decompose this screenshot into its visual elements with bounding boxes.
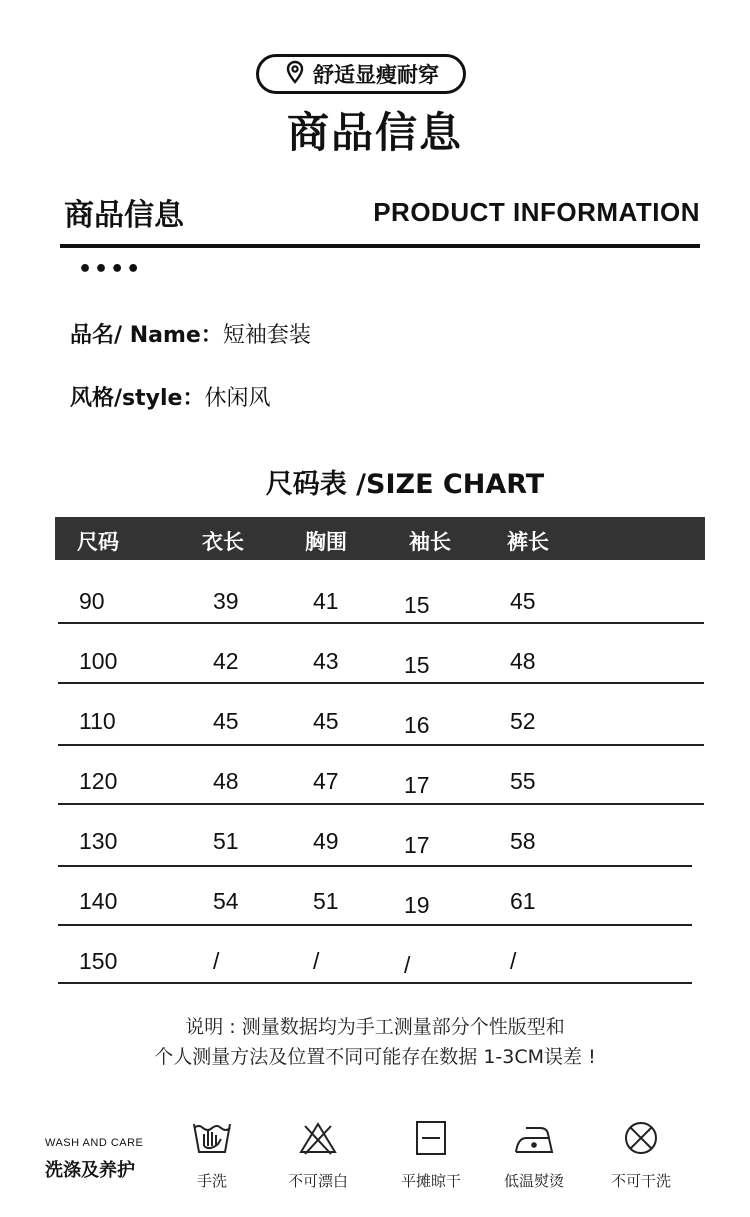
section-divider — [60, 244, 700, 248]
no-dry-clean-icon — [596, 1118, 686, 1158]
cell-pants: / — [510, 948, 517, 974]
cell-sleeve: 15 — [404, 652, 430, 678]
badge-text: 舒适显瘦耐穿 — [313, 63, 439, 87]
row-divider — [58, 924, 692, 926]
measurement-note-line1: 说明 : 测量数据均为手工测量部分个性版型和 — [185, 1016, 565, 1038]
hand-wash-icon — [167, 1118, 257, 1158]
cell-length: 45 — [213, 708, 239, 734]
cell-chest: 45 — [313, 708, 339, 734]
cell-sleeve: 15 — [404, 592, 430, 618]
size-table-header — [55, 517, 705, 560]
cell-length: 42 — [213, 648, 239, 674]
care-label: 不可干洗 — [610, 1172, 671, 1190]
care-label: 手洗 — [196, 1172, 227, 1190]
table-row — [55, 691, 705, 751]
location-pin-icon — [283, 60, 307, 89]
feature-badge — [256, 54, 466, 94]
cell-size: 130 — [79, 828, 118, 854]
cell-chest: 43 — [313, 648, 339, 674]
cell-pants: 48 — [510, 648, 536, 674]
cell-sleeve: 17 — [404, 772, 430, 798]
dry-flat-shade-icon — [386, 1118, 476, 1158]
cell-size: 140 — [79, 888, 118, 914]
care-title-cn: 洗涤及养护 — [45, 1160, 135, 1181]
row-divider — [58, 982, 692, 984]
cell-chest: 47 — [313, 768, 339, 794]
care-item-hand-wash — [167, 1118, 257, 1191]
care-item-no-dry-clean — [596, 1118, 686, 1191]
care-label: 不可漂白 — [287, 1172, 348, 1190]
table-row — [55, 871, 705, 931]
care-item-low-iron — [489, 1118, 579, 1191]
product-name-value: 短袖套装 — [222, 323, 311, 348]
product-name-row — [70, 318, 311, 349]
cell-size: 110 — [79, 708, 116, 734]
cell-size: 150 — [79, 948, 118, 974]
size-chart-title: 尺码表 /SIZE CHART — [265, 469, 545, 500]
product-style-value: 休闲风 — [204, 386, 271, 411]
care-label: 平摊晾干 — [400, 1172, 461, 1190]
care-label: 低温熨烫 — [503, 1172, 564, 1190]
section-title-cn: 商品信息 — [64, 198, 184, 233]
cell-pants: 58 — [510, 828, 536, 854]
cell-pants: 45 — [510, 588, 536, 614]
cell-pants: 55 — [510, 768, 536, 794]
cell-length: 48 — [213, 768, 239, 794]
cell-size: 120 — [79, 768, 118, 794]
row-divider — [58, 622, 704, 624]
cell-length: 51 — [213, 828, 239, 854]
cell-length: 39 — [213, 588, 239, 614]
measurement-note-line2: 个人测量方法及位置不同可能存在数据 1-3CM误差 ! — [154, 1046, 596, 1068]
cell-chest: / — [313, 948, 320, 974]
header-size: 尺码 — [77, 530, 119, 554]
cell-size: 90 — [79, 588, 105, 614]
product-style-label: 风格/style： — [70, 386, 205, 411]
header-length: 衣长 — [202, 530, 244, 554]
row-divider — [58, 744, 704, 746]
cell-length: 54 — [213, 888, 239, 914]
cell-pants: 61 — [510, 888, 536, 914]
cell-sleeve: 16 — [404, 712, 430, 738]
no-bleach-icon — [273, 1118, 363, 1158]
row-divider — [58, 865, 692, 867]
cell-size: 100 — [79, 648, 118, 674]
section-title-en: PRODUCT INFORMATION — [373, 197, 700, 227]
product-name-label: 品名/ Name： — [70, 323, 223, 348]
cell-length: / — [213, 948, 220, 974]
care-title-en: WASH AND CARE — [45, 1137, 144, 1149]
row-divider — [58, 682, 704, 684]
care-item-no-bleach — [273, 1118, 363, 1191]
cell-sleeve: 17 — [404, 832, 430, 858]
cell-chest: 41 — [313, 588, 339, 614]
care-item-dry-flat — [386, 1118, 476, 1191]
table-row — [55, 811, 705, 871]
table-row — [55, 751, 705, 811]
cell-pants: 52 — [510, 708, 536, 734]
cell-chest: 49 — [313, 828, 339, 854]
cell-sleeve: 19 — [404, 892, 430, 918]
header-chest: 胸围 — [305, 530, 347, 554]
product-style-row — [70, 381, 270, 412]
decorative-dots: •••• — [78, 257, 143, 282]
page-title: 商品信息 — [286, 108, 463, 157]
header-pants: 裤长 — [507, 530, 549, 554]
header-sleeve: 袖长 — [409, 530, 451, 554]
cell-chest: 51 — [313, 888, 339, 914]
cell-sleeve: / — [404, 952, 411, 978]
low-iron-icon — [489, 1118, 579, 1158]
row-divider — [58, 803, 704, 805]
